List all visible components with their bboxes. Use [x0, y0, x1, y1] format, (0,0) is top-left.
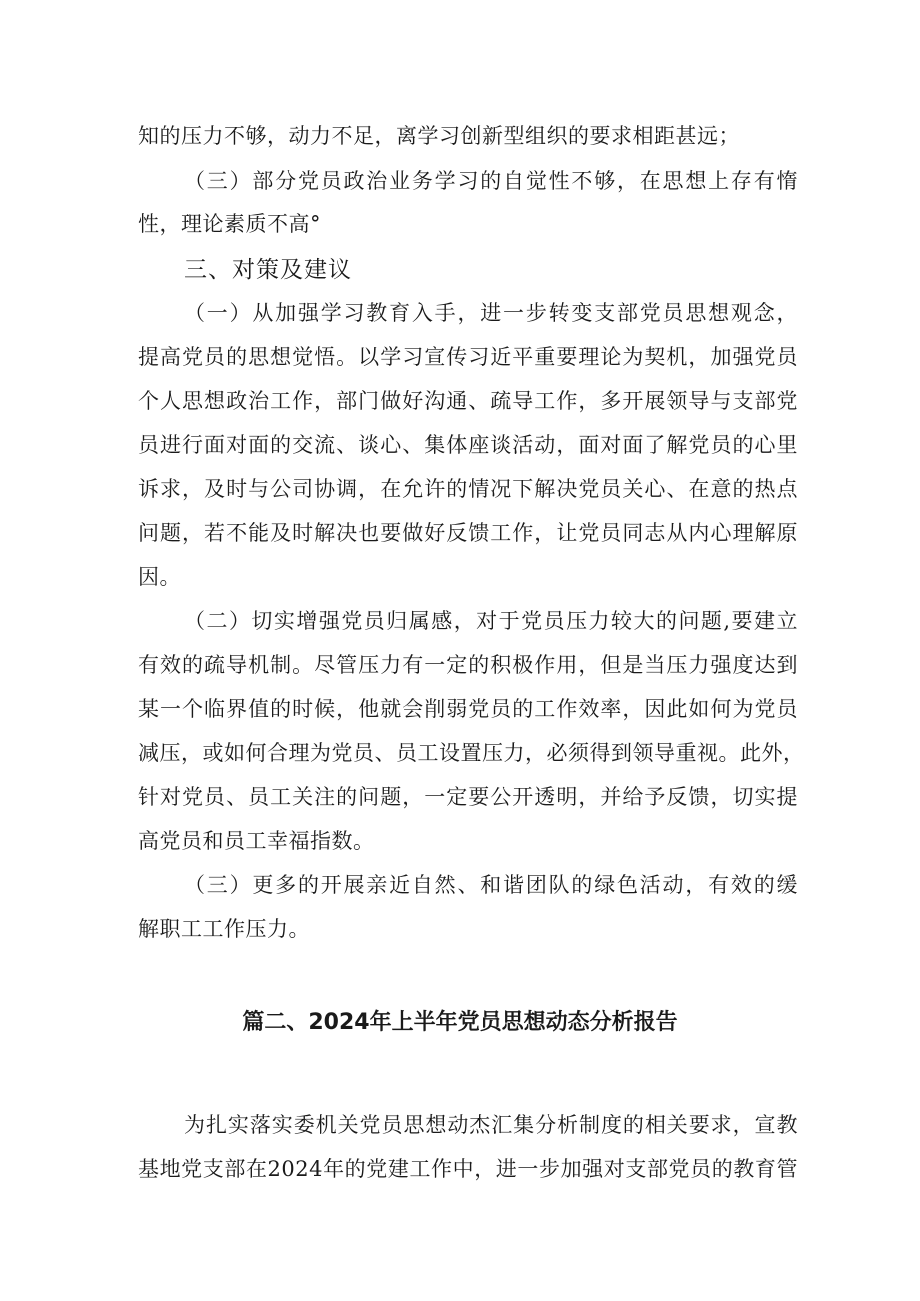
paragraph-line: 高党员和员工幸福指数。 — [138, 829, 375, 853]
paragraph-line: 因。 — [138, 565, 181, 589]
paragraph-line: 解职工工作压力。 — [138, 917, 310, 941]
paragraph-line: 减压，或如何合理为党员、员工设置压力，必须得到领导重视。此外， — [138, 741, 805, 765]
section-heading: 三、对策及建议 — [184, 257, 352, 283]
paragraph-line: 有效的疏导机制。尽管压力有一定的积极作用，但是当压力强度达到 — [138, 653, 798, 677]
paragraph-line: 知的压力不够，动力不足，离学习创新型组织的要求相距甚远； — [138, 124, 740, 148]
paragraph-line: 为扎实落实委机关党员思想动杰汇集分析制度的相关要求，宣教 — [184, 1113, 798, 1137]
paragraph-line: 针对党员、员工关注的问题，一定要公开透明，并给予反馈，切实提 — [138, 785, 798, 809]
paragraph-line: （三）更多的开展亲近自然、和谐团队的绿色活动，有效的缓 — [184, 873, 798, 897]
paragraph-line: 提高党员的思想觉悟。以学习宣传习近平重要理论为契机，加强党员 — [138, 345, 798, 369]
paragraph-line: 问题，若不能及时解决也要做好反馈工作，让党员同志从内心理解原 — [138, 521, 798, 545]
paragraph-line: （一）从加强学习教育入手，进一步转变支部党员思想观念， — [184, 301, 798, 325]
paragraph-line: 诉求，及时与公司协调，在允许的情况下解决党员关心、在意的热点 — [138, 477, 798, 501]
paragraph-line: （二）切实增强党员归属感，对于党员压力较大的问题,要建立 — [184, 609, 798, 633]
paragraph-line: （三）部分党员政治业务学习的自觉性不够，在思想上存有惰 — [184, 169, 798, 193]
paragraph-line: 个人思想政治工作，部门做好沟通、疏导工作，多开展领导与支部党 — [138, 389, 798, 413]
paragraph-line: 性，理论素质不高° — [138, 212, 321, 236]
paragraph-line: 某一个临界值的时候，他就会削弱党员的工作效率，因此如何为党员 — [138, 697, 798, 721]
article-title: 篇二、2024年上半年党员思想动态分析报告 — [242, 1010, 678, 1035]
paragraph-line: 员进行面对面的交流、谈心、集体座谈活动，面对面了解党员的心里 — [138, 433, 798, 457]
paragraph-line: 基地党支部在2024年的党建工作中，进一步加强对支部党员的教育管 — [138, 1157, 798, 1181]
